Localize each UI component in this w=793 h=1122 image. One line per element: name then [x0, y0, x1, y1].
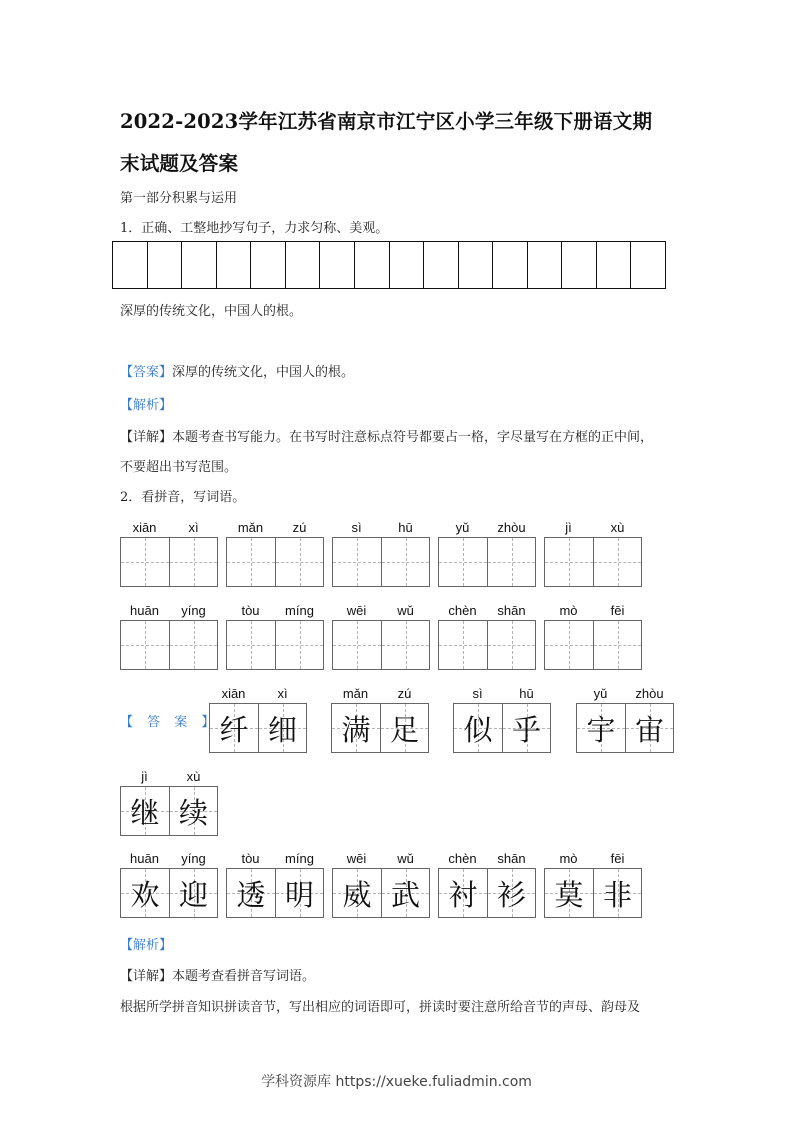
copy-grid-cell[interactable]	[320, 242, 355, 288]
copy-grid-cell[interactable]	[459, 242, 494, 288]
tianzige-pair[interactable]	[226, 620, 324, 670]
pinyin-label: chèn	[448, 603, 477, 618]
question-2-explanation: 根据所学拼音知识拼读音节，写出相应的词语即可，拼读时要注意所给音节的声母、韵母及	[120, 1000, 641, 1015]
pinyin-label: mò	[559, 603, 578, 618]
question-1-detail	[120, 426, 653, 445]
answer-character: 继	[130, 795, 160, 830]
tianzige-box[interactable]	[227, 621, 275, 669]
copy-grid-cell[interactable]	[424, 242, 459, 288]
tianzige-box	[258, 704, 306, 752]
pinyin-label: wēi	[346, 851, 367, 866]
tianzige-pair	[331, 703, 429, 753]
tianzige-box	[487, 869, 535, 917]
copy-grid-cell[interactable]	[286, 242, 321, 288]
tianzige-box[interactable]	[333, 621, 381, 669]
copy-grid-cell[interactable]	[562, 242, 597, 288]
tianzige-box	[121, 869, 169, 917]
tianzige-pair	[544, 868, 642, 918]
answer-tag: 【答案】	[120, 365, 173, 380]
pinyin-label: zú	[292, 520, 307, 535]
pinyin-label: yǔ	[455, 520, 470, 535]
tianzige-box	[121, 787, 169, 835]
answer-character: 武	[390, 877, 420, 912]
pinyin-label: huān	[130, 603, 159, 618]
pinyin-label: shān	[497, 851, 526, 866]
pinyin-label: tòu	[241, 603, 260, 618]
tianzige-box[interactable]	[381, 621, 429, 669]
tianzige-box[interactable]	[275, 538, 323, 586]
pinyin-label: yǔ	[593, 686, 608, 701]
tianzige-pair[interactable]	[438, 537, 536, 587]
tianzige-box[interactable]	[439, 621, 487, 669]
tianzige-box	[577, 704, 625, 752]
tianzige-pair[interactable]	[332, 620, 430, 670]
answer-text: 深厚的传统文化，中国人的根。	[172, 365, 355, 380]
tianzige-pair	[226, 868, 324, 918]
copy-grid-cell[interactable]	[631, 242, 665, 288]
tianzige-box	[380, 704, 428, 752]
question-2-answer-tag: 【 答 案 】	[120, 715, 220, 730]
tianzige-box	[169, 787, 217, 835]
answer-character: 威	[342, 877, 372, 912]
copy-grid-cell[interactable]	[390, 242, 425, 288]
tianzige-box[interactable]	[275, 621, 323, 669]
question-2-prompt: 2．看拼音，写词语。	[120, 490, 246, 505]
copy-grid-cell[interactable]	[182, 242, 217, 288]
tianzige-box	[593, 869, 641, 917]
tianzige-box	[332, 704, 380, 752]
pinyin-label: wēi	[346, 603, 367, 618]
tianzige-pair	[453, 703, 551, 753]
tianzige-box[interactable]	[169, 621, 217, 669]
pinyin-label: wǔ	[397, 851, 414, 866]
tianzige-box[interactable]	[439, 538, 487, 586]
tianzige-box[interactable]	[381, 538, 429, 586]
copy-grid-cell[interactable]	[113, 242, 148, 288]
tianzige-pair[interactable]	[120, 620, 218, 670]
pinyin-label: jì	[141, 769, 148, 784]
answer-character: 衫	[496, 877, 526, 912]
tianzige-pair[interactable]	[226, 537, 324, 587]
tianzige-box	[454, 704, 502, 752]
question-1-prompt: 1．正确、工整地抄写句子，力求匀称、美观。	[120, 221, 389, 236]
tianzige-pair	[120, 868, 218, 918]
tianzige-box[interactable]	[227, 538, 275, 586]
answer-character: 明	[284, 877, 314, 912]
question-1-answer	[120, 361, 354, 380]
pinyin-label: zú	[397, 686, 412, 701]
pinyin-label: fēi	[610, 603, 625, 618]
tianzige-box[interactable]	[487, 538, 535, 586]
pinyin-label: yíng	[181, 603, 206, 618]
tianzige-pair[interactable]	[544, 620, 642, 670]
answer-character: 透	[236, 877, 266, 912]
pinyin-label: míng	[285, 603, 314, 618]
pinyin-label: jì	[565, 520, 572, 535]
answer-character: 续	[178, 795, 208, 830]
pinyin-label: hū	[519, 686, 534, 701]
answer-character: 乎	[511, 712, 541, 747]
tianzige-box[interactable]	[121, 621, 169, 669]
question-1-analysis-tag: 【解析】	[120, 398, 173, 413]
pinyin-label: mò	[559, 851, 578, 866]
answer-character: 衬	[448, 877, 478, 912]
pinyin-label: huān	[130, 851, 159, 866]
tianzige-pair[interactable]	[120, 537, 218, 587]
tianzige-box	[169, 869, 217, 917]
tianzige-pair[interactable]	[332, 537, 430, 587]
pinyin-label: xì	[277, 686, 288, 701]
tianzige-box	[625, 704, 673, 752]
answer-character: 似	[463, 712, 493, 747]
pinyin-label: sì	[472, 686, 483, 701]
pinyin-label: tòu	[241, 851, 260, 866]
pinyin-label: shān	[497, 603, 526, 618]
copy-grid-cell[interactable]	[528, 242, 563, 288]
pinyin-label: xiān	[221, 686, 246, 701]
copy-grid[interactable]	[112, 241, 666, 289]
answer-character: 莫	[554, 877, 584, 912]
answer-character: 非	[602, 877, 632, 912]
page-title-line-2: 末试题及答案	[120, 152, 239, 175]
tianzige-box[interactable]	[169, 538, 217, 586]
pinyin-label: hū	[398, 520, 413, 535]
section-heading: 第一部分积累与运用	[120, 191, 238, 206]
pinyin-label: yíng	[181, 851, 206, 866]
detail-tag: 【详解】	[120, 430, 173, 445]
answer-character: 宇	[586, 712, 616, 747]
answer-character: 细	[267, 712, 297, 747]
tianzige-box	[439, 869, 487, 917]
detail-text: 本题考查看拼音写词语。	[172, 969, 316, 984]
page-title-line-1: 2022-2023学年江苏省南京市江宁区小学三年级下册语文期	[120, 110, 653, 133]
detail-tag: 【详解】	[120, 969, 173, 984]
tianzige-box[interactable]	[487, 621, 535, 669]
copy-grid-cell[interactable]	[493, 242, 528, 288]
copy-grid-cell[interactable]	[217, 242, 252, 288]
tianzige-box	[381, 869, 429, 917]
tianzige-box[interactable]	[593, 621, 641, 669]
pinyin-label: zhòu	[635, 686, 664, 701]
copy-grid-cell[interactable]	[355, 242, 390, 288]
tianzige-pair[interactable]	[544, 537, 642, 587]
pinyin-label: fēi	[610, 851, 625, 866]
tianzige-box	[502, 704, 550, 752]
pinyin-label: xù	[610, 520, 625, 535]
answer-character: 满	[341, 712, 371, 747]
pinyin-label: sì	[351, 520, 362, 535]
pinyin-label: mǎn	[237, 520, 264, 535]
tianzige-box	[275, 869, 323, 917]
pinyin-label: míng	[285, 851, 314, 866]
tianzige-box	[210, 704, 258, 752]
tianzige-box	[545, 869, 593, 917]
tianzige-box	[227, 869, 275, 917]
tianzige-box[interactable]	[121, 538, 169, 586]
tianzige-pair	[438, 868, 536, 918]
detail-text: 本题考查书写能力。在书写时注意标点符号都要占一格，字尽量写在方框的正中间，	[172, 430, 654, 445]
tianzige-box[interactable]	[545, 538, 593, 586]
tianzige-box	[333, 869, 381, 917]
question-1-sentence: 深厚的传统文化，中国人的根。	[120, 304, 303, 319]
copy-grid-cell[interactable]	[148, 242, 183, 288]
answer-character: 宙	[634, 712, 664, 747]
pinyin-label: xù	[186, 769, 201, 784]
question-1-detail-line-2: 不要超出书写范围。	[120, 460, 238, 475]
tianzige-pair	[576, 703, 674, 753]
pinyin-label: xì	[188, 520, 199, 535]
tianzige-box[interactable]	[333, 538, 381, 586]
pinyin-label: xiān	[132, 520, 157, 535]
answer-character: 迎	[178, 877, 208, 912]
answer-character: 纤	[219, 712, 249, 747]
pinyin-label: chèn	[448, 851, 477, 866]
tianzige-box[interactable]	[545, 621, 593, 669]
pinyin-label: mǎn	[342, 686, 369, 701]
copy-grid-cell[interactable]	[597, 242, 632, 288]
pinyin-label: zhòu	[497, 520, 526, 535]
pinyin-label: wǔ	[397, 603, 414, 618]
question-2-analysis-tag: 【解析】	[120, 938, 173, 953]
tianzige-pair	[332, 868, 430, 918]
copy-grid-cell[interactable]	[251, 242, 286, 288]
answer-character: 欢	[130, 877, 160, 912]
answer-character: 足	[389, 712, 419, 747]
footer-watermark: 学科资源库 https://xueke.fuliadmin.com	[261, 1074, 532, 1090]
tianzige-box[interactable]	[593, 538, 641, 586]
question-2-detail	[120, 965, 315, 984]
tianzige-pair[interactable]	[438, 620, 536, 670]
tianzige-pair	[120, 786, 218, 836]
tianzige-pair	[209, 703, 307, 753]
